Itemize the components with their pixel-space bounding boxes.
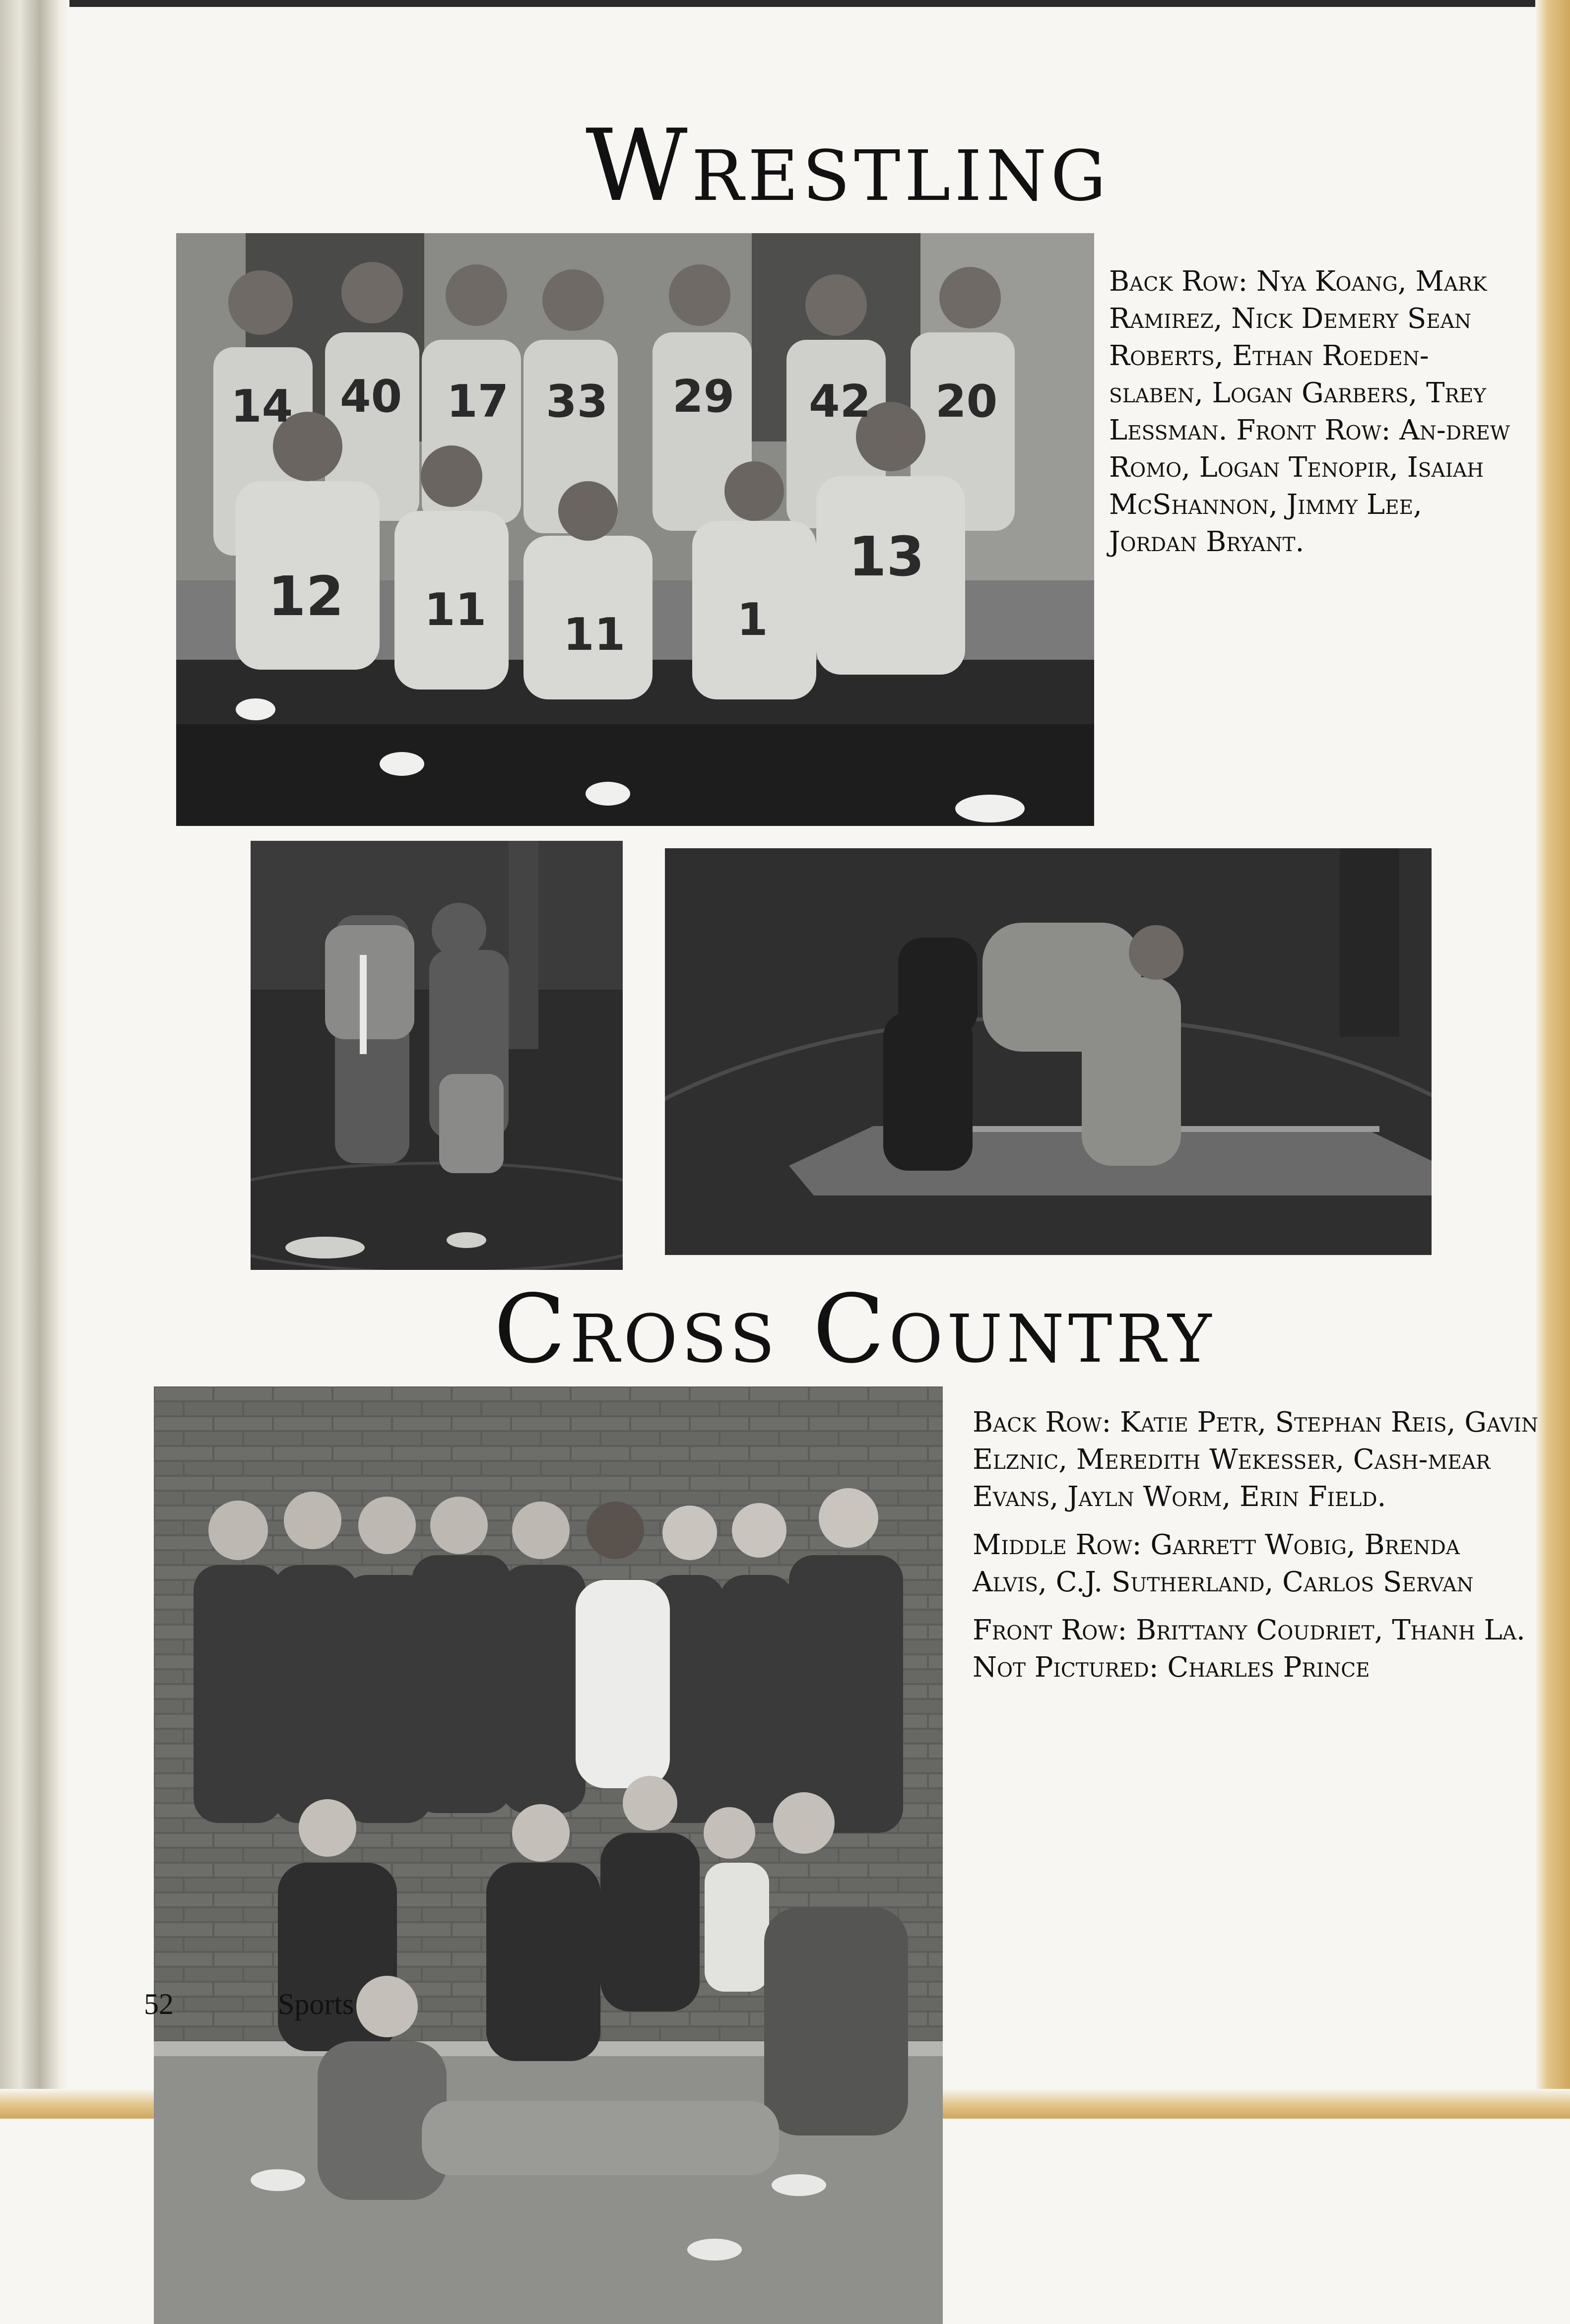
wrestling-action-photo-1 [251,841,623,1270]
jersey-number: 17 [447,376,509,428]
page-right-edge [1535,0,1570,2119]
page-top-edge [0,0,1570,7]
cross-country-back-row: Back Row: Katie Petr, Stephan Reis, Gavin Elznic, Meredith Wekesser, Cash-mear Evans, Jayln Worm, Erin Field. [973,1406,1538,1513]
jersey-number: 29 [672,371,735,423]
cross-country-front-row: Front Row: Brittany Coudriet, Thanh La. Not Pictured: Charles Prince [973,1614,1525,1684]
wrestling-action-photo-2 [665,848,1432,1255]
jersey-number: 20 [935,376,998,428]
cross-country-heading: Cross Country [494,1274,1216,1384]
jersey-number: 11 [563,609,626,661]
wrestling-heading: Wrestling [586,108,1111,224]
page-number: 52 [144,1988,174,2020]
cross-country-middle-row: Middle Row: Garrett Wobig, Brenda Alvis, C.J. Sutherland, Carlos Servan [973,1529,1474,1598]
wrestling-caption: Back Row: Nya Koang, Mark Ramirez, Nick Demery Sean Roberts, Ethan Roeden-slaben, Logan Garbers, Trey Lessman. Front Row: An-drew Romo, Logan Tenopir, Isaiah McShannon, Jimmy Lee, Jordan Bryant. [1109,265,1510,558]
jersey-number: 12 [268,565,344,628]
jersey-number: 1 [737,594,768,646]
jersey-number: 33 [546,376,608,428]
jersey-number: 14 [231,380,293,433]
cross-country-team-photo [154,1386,943,2324]
jersey-number: 40 [340,371,402,423]
section-title: Sports [278,1988,354,2020]
wrestling-team-photo [176,233,1094,826]
jersey-number: 11 [424,584,487,636]
cross-country-caption [973,1404,1538,1697]
book-binding-gutter [0,0,69,2119]
jersey-number: 13 [849,525,925,588]
jersey-number: 42 [809,376,871,428]
